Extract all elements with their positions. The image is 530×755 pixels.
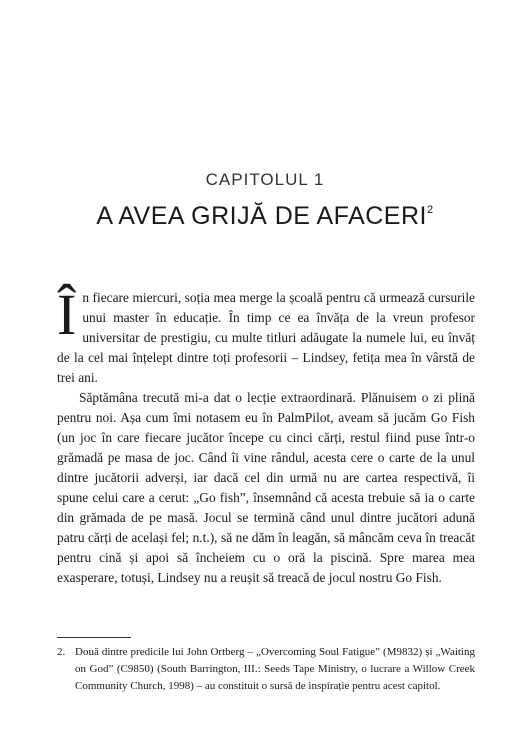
chapter-label: CAPITOLUL 1 bbox=[205, 170, 325, 189]
footnote-number: 2. bbox=[57, 646, 66, 658]
chapter-title bbox=[0, 202, 530, 231]
chapter-title-text: A AVEA GRIJĂ DE AFACERI bbox=[96, 202, 427, 230]
drop-cap: Î bbox=[57, 282, 77, 347]
footnote-text: Două dintre predicile lui John Ortberg – „Overcoming Soul Fatigue” (M9832) și „Waiting on God” (C9850) (South Barrington, III.: Seeds Tape Ministry, o lucrare a Willow Creek Community Church, 1998) – au constituit o sursă de inspirație pentru acest capitol. bbox=[75, 646, 475, 692]
paragraph-1-text: n fiecare miercuri, soția mea merge la școală pentru că urmează cursurile unui master în educație. În timp ce ea învăța de la vreun profesor universitar de prestigiu, cu multe titluri adăugate la numele lui, eu învăț de la cel mai înțelept dintre toți profesorii – Lindsey, fetița mea în vârstă de trei ani. bbox=[57, 290, 475, 385]
chapter-body bbox=[57, 282, 475, 588]
paragraph-1 bbox=[57, 282, 475, 388]
paragraph-2: Săptămâna trecută mi-a dat o lecție extraordinară. Plănuisem o zi plină pentru noi. Așa cum îmi notasem eu în PalmPilot, aveam să jucăm Go Fish (un joc în care fiecare jucător începe cu cinci cărți, restul fiind puse într-o grămadă pe masa de joc. Când îi vine rândul, acesta cere o carte de la unul dintre jucătorii adverși, iar dacă cel din urmă nu are cartea respectivă, îi spune celui care a cerut: „Go fish”, însemnând că acesta trebuie să ia o carte din grămada de pe masă. Jocul se termină când unul dintre jucători adună patru cărți de același fel; n.t.), să ne dăm în leagăn, să mâncăm ceva în treacăt pentru cină și apoi să încheiem cu o oră la piscină. Spre marea mea exasperare, totuși, Lindsey nu a reușit să treacă de jocul nostru Go Fish. bbox=[57, 390, 475, 585]
footnote-divider bbox=[57, 637, 131, 638]
footnote bbox=[57, 644, 475, 695]
footnote-reference: 2 bbox=[426, 203, 434, 216]
